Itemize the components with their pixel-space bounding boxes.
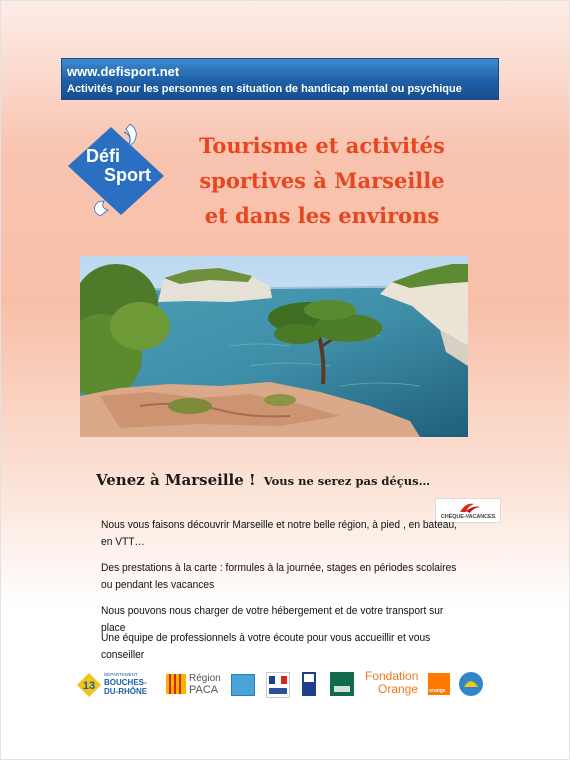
paragraph-3: Nous pouvons nous charger de votre hébergement et de votre transport sur place [101,605,444,634]
title-line-1: Tourisme et activités [199,133,445,158]
title-line-3: et dans les environs [204,203,440,228]
orange-label: orange [429,688,446,694]
logo-region-paca [166,672,226,698]
logo-text-sport: Sport [104,165,151,185]
fondation-orange-line-2: Orange [378,682,419,696]
header-tagline: Activités pour les personnes en situation de handicap mental ou psychique [67,83,462,95]
headline [96,470,430,489]
cheque-vacances-label: CHÈQUE-VACANCES [440,514,496,520]
paragraph-2: Des prestations à la carte : formules à la journée, stages en périodes scolaires ou pendant les vacances [101,562,457,591]
site-url[interactable]: www.defisport.net [67,64,180,79]
header-banner [61,58,499,100]
fondation-orange-line-1: Fondation [365,669,419,683]
partner-logos [0,668,570,700]
headline-sub: Vous ne serez pas déçus… [263,474,431,488]
title-line-2: sportives à Marseille [199,168,445,193]
paragraph-1: Nous vous faisons découvrir Marseille et notre belle région, à pied , en bateau, en VTT… [101,519,457,548]
headline-main: Venez à Marseille ! [96,471,256,489]
page-title [163,128,481,233]
bdr-small-label: DÉPARTEMENT [104,672,138,677]
paragraph-4: Une équipe de professionnels à votre écoute pour vous accueillir et vous conseiller [101,632,431,661]
svg-text:13: 13 [82,680,96,692]
defi-sport-logo [66,124,166,216]
paca-flag-icon [166,674,186,694]
paca-line-1: Région [189,673,221,684]
logo-fondation-credit-agricole [330,672,354,696]
bdr-line-1: BOUCHES- [104,678,147,687]
calanque-photo [80,256,468,437]
logo-republique-francaise [266,672,290,698]
bdr-line-2: DU-RHÔNE [104,687,148,696]
logo-marseille [231,674,255,696]
paca-line-2: PACA [189,684,219,696]
logo-orange [428,673,450,695]
bdr-emblem-icon [76,672,102,698]
logo-bouches-du-rhone [76,672,158,698]
logo-ministere [302,672,316,696]
logo-fondation-orange [362,669,422,699]
logo-text-defi: Défi [86,146,121,166]
round-partner-logo [458,671,484,697]
